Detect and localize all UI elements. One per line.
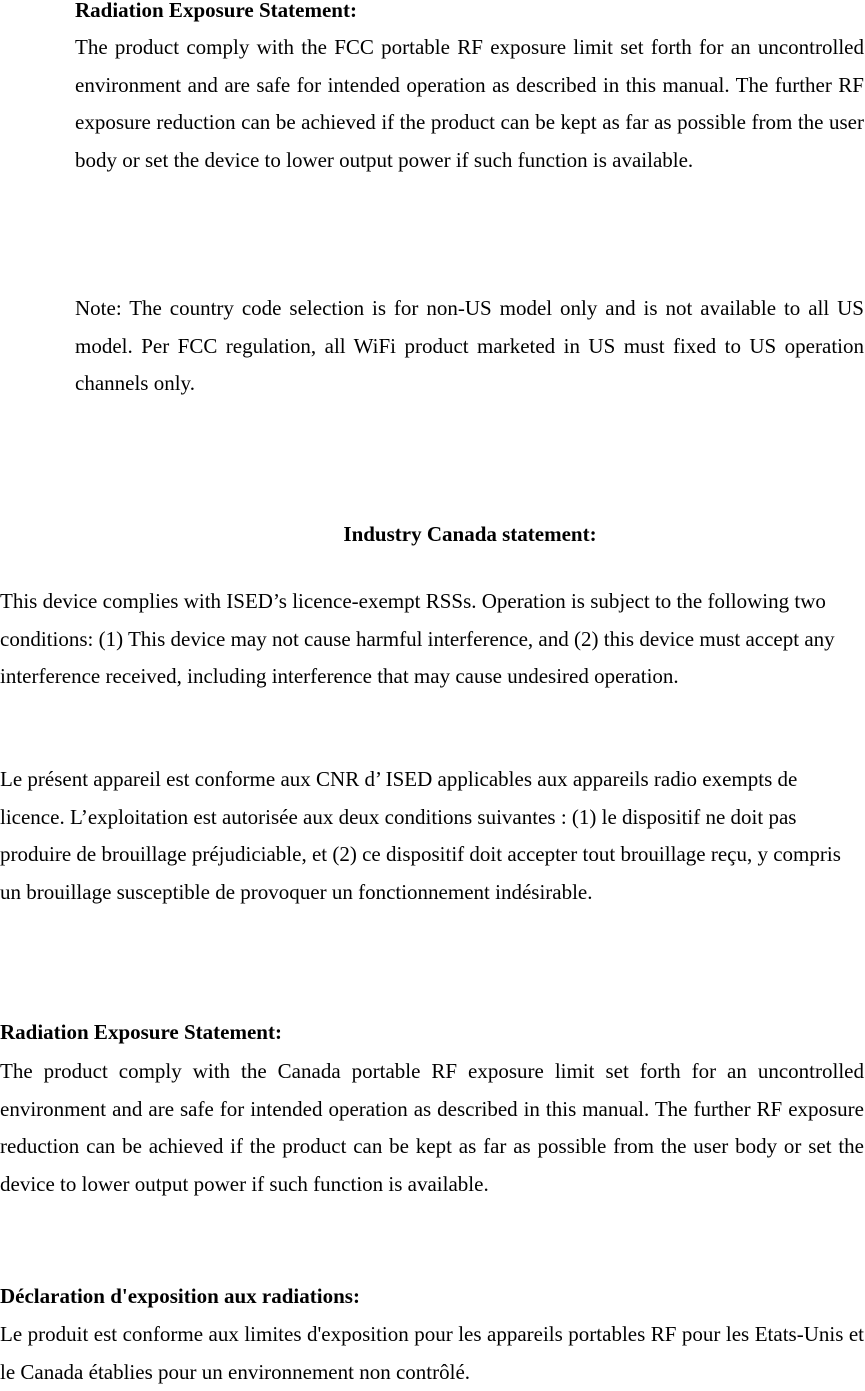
fcc-radiation-heading: Radiation Exposure Statement: xyxy=(75,0,357,22)
country-code-note: Note: The country code selection is for non-US model only and is not available to all US model. Per FCC regulation, all WiFi product marketed in US must fixed to US operation channels only. xyxy=(75,296,864,395)
canada-radiation-body: The product comply with the Canada portable RF exposure limit set forth for an uncontrolled environment and are safe for intended operation as described in this manual. The further RF exposure reduction can be achieved if the product can be kept as far as possible from the user body or set the device to lower output power if such function is available. xyxy=(0,1059,864,1196)
industry-canada-english: This device complies with ISED’s licence-exempt RSSs. Operation is subject to the following two conditions: (1) This device may not cause harmful interference, and (2) this device must accept any interference received, including interference that may cause undesired operation. xyxy=(0,589,835,688)
french-radiation-heading: Déclaration d'exposition aux radiations: xyxy=(0,1284,360,1308)
industry-canada-heading: Industry Canada statement: xyxy=(343,522,597,546)
industry-canada-french: Le présent appareil est conforme aux CNR d’ ISED applicables aux appareils radio exempts de licence. L’exploitation est autorisée aux deux conditions suivantes : (1) le dispositif ne doit pas produire de brouillage préjudiciable, et (2) ce dispositif doit accepter tout brouillage reçu, y compris un brouillage susceptible de provoquer un fonctionnement indésirable. xyxy=(0,767,841,904)
fcc-radiation-body: The product comply with the FCC portable RF exposure limit set forth for an uncontrolled environment and are safe for intended operation as described in this manual. The further RF exposure reduction can be achieved if the product can be kept as far as possible from the user body or set the device to lower output power if such function is available. xyxy=(75,35,864,172)
canada-radiation-heading: Radiation Exposure Statement: xyxy=(0,1020,282,1044)
french-radiation-body: Le produit est conforme aux limites d'exposition pour les appareils portables RF pour les Etats-Unis et le Canada établies pour un environnement non contrôlé. xyxy=(0,1322,864,1384)
